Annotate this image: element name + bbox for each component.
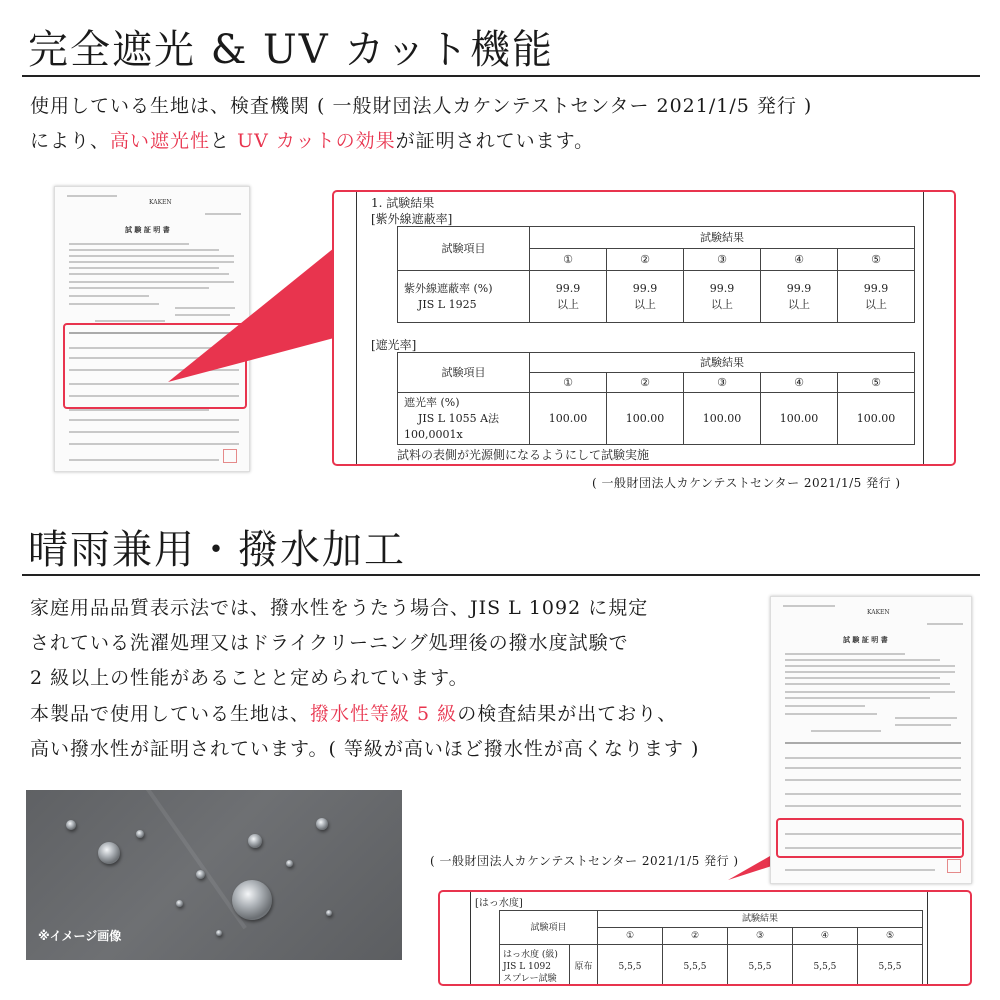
uv-col-4: ④ [761, 249, 838, 271]
text-segment: と [210, 130, 238, 152]
shade-col-5: ⑤ [838, 373, 915, 393]
water-drop [136, 830, 144, 838]
uv-section-label: [紫外線遮蔽率] [371, 212, 453, 226]
section-heading-blackout: 完全遮光 & UV カット機能 [28, 27, 554, 73]
uv-header-item: 試験項目 [398, 227, 530, 271]
value-sub: 以上 [557, 297, 579, 311]
shade-col-4: ④ [761, 373, 838, 393]
water-drop [216, 930, 222, 936]
doc-header: KAKEN [149, 199, 172, 206]
shade-section-label: [遮光率] [371, 338, 417, 352]
doc-header: KAKEN [867, 609, 890, 616]
water-drop [176, 900, 183, 907]
zoomed-results-panel [332, 190, 956, 466]
uv-value-1 [530, 271, 607, 323]
highlight-box-2 [776, 818, 964, 858]
repellency-item-name: はっ水度 (級) [503, 949, 558, 960]
heading-rule [22, 574, 980, 576]
repellency-item-sub: 原布 [570, 945, 598, 987]
repellency-value-3: 5,5,5 [727, 945, 792, 987]
repellent-line-1: 家庭用品品質表示法では、撥水性をうたう場合、JIS L 1092 に規定 [30, 597, 649, 619]
water-drop [66, 820, 76, 830]
highlight-uv-cut: UV カットの効果 [237, 130, 396, 152]
water-drop [286, 860, 293, 867]
uv-col-5: ⑤ [838, 249, 915, 271]
value: 99.9 [786, 281, 812, 295]
image-note: ※イメージ画像 [38, 929, 122, 943]
shade-item-cell [398, 393, 530, 445]
value-sub: 以上 [634, 297, 656, 311]
value-sub: 以上 [865, 297, 887, 311]
value: 99.9 [863, 281, 889, 295]
text-segment: 本製品で使用している生地は、 [30, 703, 311, 725]
results-note: 試料の表側が光源側になるようにして試験実施 [397, 448, 650, 462]
uv-value-2 [607, 271, 684, 323]
uv-header-result: 試験結果 [530, 227, 915, 249]
doc-title: 試 験 証 明 書 [843, 635, 888, 644]
results-sheet [470, 892, 928, 986]
repellency-col-3: ③ [727, 928, 792, 945]
repellency-header-item: 試験項目 [500, 911, 598, 945]
water-drop [98, 842, 120, 864]
uv-col-1: ① [530, 249, 607, 271]
results-title: 1. 試験結果 [371, 196, 435, 210]
value-sub: 以上 [711, 297, 733, 311]
repellency-value-2: 5,5,5 [663, 945, 728, 987]
repellency-value-5: 5,5,5 [857, 945, 922, 987]
highlight-blackout: 高い遮光性 [110, 130, 211, 152]
repellent-line-2: されている洗濯処理又はドライクリーニング処理後の撥水度試験で [30, 632, 629, 654]
highlight-grade: 撥水性等級 5 級 [310, 703, 458, 725]
uv-item-standard: JIS L 1925 [418, 297, 477, 311]
repellency-col-2: ② [663, 928, 728, 945]
uv-value-5 [838, 271, 915, 323]
shade-table [397, 352, 915, 445]
repellency-item-cell [500, 945, 570, 987]
repellent-line-3: 2 級以上の性能があることと定められています。 [30, 667, 469, 689]
repellency-table [499, 910, 923, 986]
stamp-icon [947, 859, 961, 873]
uv-item-cell [398, 271, 530, 323]
repellency-col-1: ① [598, 928, 663, 945]
repellent-line-4 [30, 697, 677, 731]
shade-col-3: ③ [684, 373, 761, 393]
repellency-item-method: スプレー試験 [503, 973, 557, 984]
repellency-section-label: [はっ水度] [475, 898, 523, 909]
value: 99.9 [632, 281, 658, 295]
shade-item-name: 遮光率 (%) [404, 395, 460, 409]
section-heading-water-repellent: 晴雨兼用・撥水加工 [28, 527, 406, 573]
shade-header-item: 試験項目 [398, 353, 530, 393]
repellency-value-4: 5,5,5 [792, 945, 857, 987]
text-segment: により、 [30, 130, 111, 152]
doc-title: 試 験 証 明 書 [125, 225, 170, 234]
shade-header-result: 試験結果 [530, 353, 915, 373]
uv-value-4 [761, 271, 838, 323]
fabric-water-drops-photo [26, 790, 402, 960]
shade-value-3: 100.00 [684, 393, 761, 445]
shade-item-standard: JIS L 1055 A法 [418, 411, 500, 425]
water-drop [326, 910, 332, 916]
intro-line-1: 使用している生地は、検査機関 ( 一般財団法人カケンテストセンター 2021/1/5 発行 ) [30, 95, 813, 117]
uv-table [397, 226, 915, 323]
repellency-col-4: ④ [792, 928, 857, 945]
water-drop [316, 818, 328, 830]
text-segment: の検査結果が出ており、 [457, 703, 678, 725]
repellent-line-5: 高い撥水性が証明されています。( 等級が高いほど撥水性が高くなります ) [30, 738, 700, 760]
repellency-value-1: 5,5,5 [598, 945, 663, 987]
shade-value-5: 100.00 [838, 393, 915, 445]
shade-value-1: 100.00 [530, 393, 607, 445]
water-drop [248, 834, 262, 848]
value: 99.9 [709, 281, 735, 295]
results-sheet [356, 192, 924, 466]
value: 99.9 [555, 281, 581, 295]
shade-value-4: 100.00 [761, 393, 838, 445]
water-drop [196, 870, 205, 879]
value-sub: 以上 [788, 297, 810, 311]
source-caption-2: ( 一般財団法人カケンテストセンター 2021/1/5 発行 ) [430, 854, 739, 868]
zoomed-repellency-panel [438, 890, 972, 986]
repellency-col-5: ⑤ [857, 928, 922, 945]
text-segment: が証明されています。 [395, 130, 595, 152]
shade-col-2: ② [607, 373, 684, 393]
water-drop [232, 880, 272, 920]
uv-col-3: ③ [684, 249, 761, 271]
repellency-item-standard: JIS L 1092 [503, 961, 551, 972]
repellency-header-result: 試験結果 [598, 911, 923, 928]
uv-value-3 [684, 271, 761, 323]
source-caption-1: ( 一般財団法人カケンテストセンター 2021/1/5 発行 ) [592, 476, 901, 490]
shade-item-condition: 100,0001x [404, 427, 463, 441]
shade-col-1: ① [530, 373, 607, 393]
uv-col-2: ② [607, 249, 684, 271]
shade-value-2: 100.00 [607, 393, 684, 445]
uv-item-name: 紫外線遮蔽率 (%) [404, 281, 493, 295]
